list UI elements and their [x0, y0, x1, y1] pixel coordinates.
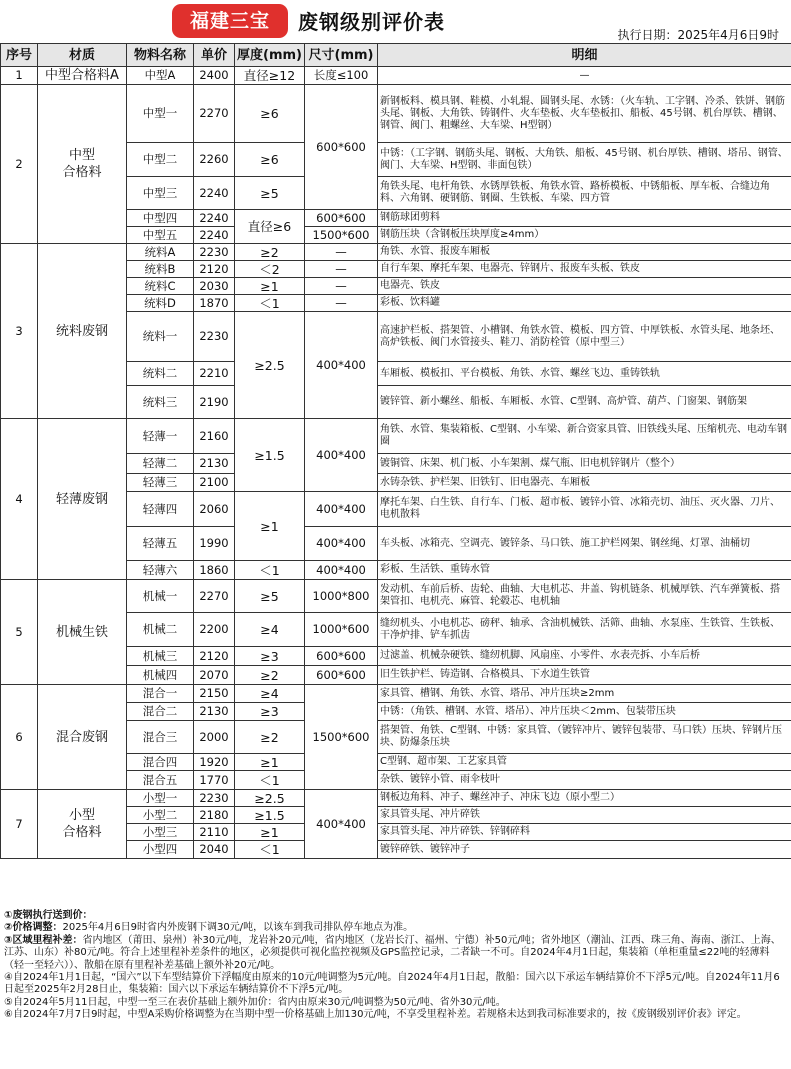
size: 1000*600 [305, 613, 378, 647]
size: 400*400 [305, 312, 378, 419]
thickness: ＜1 [235, 561, 305, 580]
group-number: 4 [1, 419, 38, 580]
header [0, 0, 791, 42]
thickness: ＜1 [235, 771, 305, 790]
unit-price: 2000 [194, 721, 235, 754]
detail: 车头板、冰箱壳、空调壳、镀锌条、马口铁、施工护栏网架、钢丝绳、灯罩、油桶切 [378, 527, 791, 561]
item-name: 小型一 [127, 790, 194, 807]
size: 400*400 [305, 561, 378, 580]
item-name: 轻薄三 [127, 474, 194, 492]
item-name: 轻薄五 [127, 527, 194, 561]
thickness: ≥6 [235, 143, 305, 177]
detail: 钢板边角料、冲子、螺丝冲子、冲床飞边（原小型二） [378, 790, 791, 807]
table-row [1, 67, 791, 85]
group-number: 5 [1, 580, 38, 685]
item-name: 统料二 [127, 362, 194, 386]
unit-price: 1920 [194, 754, 235, 771]
item-name: 轻薄六 [127, 561, 194, 580]
thickness: ＜1 [235, 295, 305, 312]
detail: 中锈：（角铁、槽钢、水管、塔吊）、冲片压块＜2mm、包装带压块 [378, 703, 791, 721]
item-name: 统料A [127, 244, 194, 261]
unit-price: 2130 [194, 454, 235, 474]
thickness: ≥6 [235, 85, 305, 143]
detail: 彩板、生活铁、重铸水管 [378, 561, 791, 580]
thickness: ≥4 [235, 613, 305, 647]
size: 400*400 [305, 790, 378, 859]
size: — [305, 244, 378, 261]
detail: 角铁头尾、电杆角铁、水锈厚铁板、角铁水管、路桥模板、中锈船板、厚车板、合缝边角料、六角钢、硬钢筋、钢圈、生铁板、车梁、四方管 [378, 177, 791, 210]
size: — [305, 278, 378, 295]
item-name: 小型三 [127, 824, 194, 841]
size: 600*600 [305, 85, 378, 210]
grade-table [0, 43, 791, 859]
detail: 镀铜管、床架、机门板、小车架割、煤气瓶、旧电机锌钢片（整个） [378, 454, 791, 474]
item-name: 机械四 [127, 666, 194, 685]
unit-price: 2260 [194, 143, 235, 177]
detail: 中锈：（工字钢、钢筋头尾、钢板、大角铁、船板、45号钢、机台厚铁、槽钢、塔吊、钢管、阀门、大车梁、H型钢、非面包铁） [378, 143, 791, 177]
thickness: ≥1 [235, 824, 305, 841]
size: 1500*600 [305, 227, 378, 244]
thickness: ≥5 [235, 580, 305, 613]
detail: 高速护栏板、搭架管、小槽钢、角铁水管、模板、四方管、中厚铁板、水管头尾、地条坯、高炉铁板、阀门水管接头、鞋刀、消防栓管（原中型三） [378, 312, 791, 362]
item-name: 混合二 [127, 703, 194, 721]
item-name: 机械三 [127, 647, 194, 666]
item-name: 统料D [127, 295, 194, 312]
detail: 旧生铁护栏、铸造钢、合格模具、下水道生铁管 [378, 666, 791, 685]
unit-price: 1860 [194, 561, 235, 580]
item-name: 混合五 [127, 771, 194, 790]
detail: 摩托车架、白生铁、自行车、门板、超市板、镀锌小管、冰箱壳切、油压、灭火器、刀片、电机散料 [378, 492, 791, 527]
unit-price: 2180 [194, 807, 235, 824]
detail: 钢筋球团剪料 [378, 210, 791, 227]
material-name: 中型合格料A [38, 67, 127, 85]
item-name: 混合一 [127, 685, 194, 703]
unit-price: 2270 [194, 580, 235, 613]
size: — [305, 261, 378, 278]
detail: 自行车架、摩托车架、电器壳、锌钢片、报废车头板、铁皮 [378, 261, 791, 278]
size: 600*600 [305, 666, 378, 685]
thickness: ≥1 [235, 278, 305, 295]
brand-badge: 福建三宝 [172, 4, 288, 38]
size: — [305, 295, 378, 312]
table-row [1, 419, 791, 454]
thickness: ≥2 [235, 666, 305, 685]
unit-price: 2110 [194, 824, 235, 841]
thickness: ≥1.5 [235, 419, 305, 492]
item-name: 轻薄一 [127, 419, 194, 454]
thickness: ≥5 [235, 177, 305, 210]
table-row [1, 85, 791, 143]
table-row [1, 580, 791, 613]
unit-price: 2240 [194, 177, 235, 210]
detail: 缝纫机头、小电机芯、磅秤、轴承、含油机械铁、活筛、曲轴、水泵座、生铁管、生铁板、干净炉排、铲车抓齿 [378, 613, 791, 647]
note-line: ⑥自2024年7月7日9时起，中型A采购价格调整为在当期中型一价格基础上加130元/吨，不享受里程补差。若规格未达到我司标准要求的，按《废钢级别评价表》评定。 [4, 1009, 747, 1021]
detail: C型钢、超市架、工艺家具管 [378, 754, 791, 771]
table-row [1, 790, 791, 807]
detail: 角铁、水管、报废车厢板 [378, 244, 791, 261]
thickness: ≥2.5 [235, 312, 305, 419]
unit-price: 2240 [194, 227, 235, 244]
item-name: 混合四 [127, 754, 194, 771]
thickness: ≥2.5 [235, 790, 305, 807]
thickness: ≥1.5 [235, 807, 305, 824]
thickness: ≥3 [235, 647, 305, 666]
unit-price: 2120 [194, 261, 235, 278]
notes-section [4, 910, 786, 1022]
thickness: ≥1 [235, 754, 305, 771]
detail: 新钢板料、模具钢、鞋模、小轧辊、圆钢头尾、水锈：（火车轨、工字钢、冷杀、铁饼、钢筋头尾、钢板、大角铁、铸钢件、火车垫板、火车垫板扣、船板、45号钢、机台厚铁、槽钢、钢管、阀门、粗螺丝、大车梁、H型钢） [378, 85, 791, 143]
table-row [1, 685, 791, 703]
unit-price: 2150 [194, 685, 235, 703]
size: 400*400 [305, 527, 378, 561]
item-name: 小型四 [127, 841, 194, 859]
unit-price: 2130 [194, 703, 235, 721]
thickness: ≥1 [235, 492, 305, 561]
size: 1500*600 [305, 685, 378, 790]
note-line: ④自2024年1月1日起，“国六”以下车型结算价下浮幅度由原来的10元/吨调整为5元/吨。自2024年4月1日起，散船：国六以下承运车辆结算价不下浮5元/吨。自2024年11月6日起至2025年2月28日止，集装箱：国六以下承运车辆结算价不下浮5元/吨。 [4, 972, 780, 996]
column-header: 物料名称 [127, 44, 194, 67]
column-header: 尺寸(mm) [305, 44, 378, 67]
unit-price: 2200 [194, 613, 235, 647]
detail: 家具管、槽钢、角铁、水管、塔吊、冲片压块≥2mm [378, 685, 791, 703]
detail: 电器壳、铁皮 [378, 278, 791, 295]
item-name: 机械一 [127, 580, 194, 613]
size: 600*600 [305, 210, 378, 227]
group-number: 1 [1, 67, 38, 85]
thickness: ＜2 [235, 261, 305, 278]
detail: — [378, 67, 791, 85]
table-row [1, 244, 791, 261]
unit-price: 2240 [194, 210, 235, 227]
item-name: 统料B [127, 261, 194, 278]
unit-price: 2040 [194, 841, 235, 859]
size: 400*400 [305, 419, 378, 492]
unit-price: 2100 [194, 474, 235, 492]
detail: 家具管头尾、冲片碎铁、锌钢碎料 [378, 824, 791, 841]
column-header: 材质 [38, 44, 127, 67]
detail: 水铸杂铁、护栏架、旧铁钉、旧电器壳、车厢板 [378, 474, 791, 492]
item-name: 统料一 [127, 312, 194, 362]
detail: 钢筋压块（含钢板压块厚度≥4mm） [378, 227, 791, 244]
detail: 彩板、饮料罐 [378, 295, 791, 312]
unit-price: 2030 [194, 278, 235, 295]
detail: 搭架管、角铁、C型钢、中锈：家具管、（镀锌冲片、镀锌包装带、马口铁）压块、锌钢片压块、防爆条压块 [378, 721, 791, 754]
item-name: 中型四 [127, 210, 194, 227]
detail: 发动机、车前后桥、齿轮、曲轴、大电机芯、井盖、钩机链条、机械厚铁、汽车弹簧板、搭架管扣、电机壳、麻管、轮毂芯、电机轴 [378, 580, 791, 613]
detail: 杂铁、镀锌小管、雨伞枝叶 [378, 771, 791, 790]
material-name: 机械生铁 [38, 580, 127, 685]
size: 长度≤100 [305, 67, 378, 85]
item-name: 中型二 [127, 143, 194, 177]
item-name: 中型一 [127, 85, 194, 143]
thickness: ≥2 [235, 721, 305, 754]
unit-price: 2070 [194, 666, 235, 685]
unit-price: 1770 [194, 771, 235, 790]
note-line: ⑤自2024年5月11日起，中型一至三在表价基础上额外加价：省内由原来30元/吨调整为50元/吨、省外30元/吨。 [4, 996, 506, 1008]
thickness: 直径≥6 [235, 210, 305, 244]
group-number: 3 [1, 244, 38, 419]
unit-price: 2230 [194, 244, 235, 261]
group-number: 2 [1, 85, 38, 244]
item-name: 机械二 [127, 613, 194, 647]
size: 400*400 [305, 492, 378, 527]
detail: 镀锌管、新小螺丝、船板、车厢板、水管、C型钢、高炉管、葫芦、门窗架、钢筋架 [378, 386, 791, 419]
unit-price: 2230 [194, 790, 235, 807]
column-header: 单价 [194, 44, 235, 67]
unit-price: 2210 [194, 362, 235, 386]
note-line: ②价格调整：2025年4月6日9时省内外废钢下调30元/吨，以该车到我司排队停车地点为准。 [4, 922, 414, 934]
material-name: 中型 合格料 [38, 85, 127, 244]
unit-price: 1870 [194, 295, 235, 312]
column-header: 明细 [378, 44, 791, 67]
item-name: 中型五 [127, 227, 194, 244]
item-name: 统料三 [127, 386, 194, 419]
item-name: 中型A [127, 67, 194, 85]
group-number: 7 [1, 790, 38, 859]
unit-price: 2190 [194, 386, 235, 419]
unit-price: 2120 [194, 647, 235, 666]
detail: 镀锌碎铁、镀锌冲子 [378, 841, 791, 859]
unit-price: 2230 [194, 312, 235, 362]
detail: 车厢板、模板扣、平台模板、角铁、水管、螺丝飞边、重铸铁轨 [378, 362, 791, 386]
column-header: 厚度(mm) [235, 44, 305, 67]
page-title: 废钢级别评价表 [298, 10, 445, 34]
unit-price: 2400 [194, 67, 235, 85]
item-name: 轻薄四 [127, 492, 194, 527]
material-name: 混合废钢 [38, 685, 127, 790]
item-name: 混合三 [127, 721, 194, 754]
column-header: 序号 [1, 44, 38, 67]
effective-date: 执行日期：2025年4月6日9时 [617, 28, 779, 42]
item-name: 轻薄二 [127, 454, 194, 474]
item-name: 中型三 [127, 177, 194, 210]
material-name: 小型 合格料 [38, 790, 127, 859]
note-line: ③区域里程补差：省内地区（莆田、泉州）补30元/吨，龙岩补20元/吨，省内地区（龙岩长汀、福州、宁德）补50元/吨；省外地区（潮汕、江西、珠三角、海南、浙江、上海、江苏、山东）补80元/吨。符合上述里程补差条件的地区，必须提供可视化监控视频及GPS监控记录，二者缺一不可。自2024年4月1日起，集装箱（单柜重量≤22吨的轻薄料（轻一至轻六））、散船在原有里程补差基础上额外补20元/吨。 [4, 934, 781, 971]
thickness: ≥4 [235, 685, 305, 703]
thickness: ＜1 [235, 841, 305, 859]
size: 600*600 [305, 647, 378, 666]
detail: 过滤盖、机械杂硬铁、缝纫机脚、风扇座、小零件、水表壳拆、小车后桥 [378, 647, 791, 666]
note-line: ①废钢执行送到价： [4, 910, 93, 921]
unit-price: 2270 [194, 85, 235, 143]
unit-price: 1990 [194, 527, 235, 561]
size: 1000*800 [305, 580, 378, 613]
unit-price: 2060 [194, 492, 235, 527]
material-name: 轻薄废钢 [38, 419, 127, 580]
detail: 家具管头尾、冲片碎铁 [378, 807, 791, 824]
thickness: 直径≥12 [235, 67, 305, 85]
unit-price: 2160 [194, 419, 235, 454]
material-name: 统料废钢 [38, 244, 127, 419]
item-name: 小型二 [127, 807, 194, 824]
thickness: ≥3 [235, 703, 305, 721]
thickness: ≥2 [235, 244, 305, 261]
detail: 角铁、水管、集装箱板、C型钢、小车梁、新合资家具管、旧铁线头尾、压缩机壳、电动车钢圈 [378, 419, 791, 454]
item-name: 统料C [127, 278, 194, 295]
group-number: 6 [1, 685, 38, 790]
table-header-row [1, 44, 791, 67]
